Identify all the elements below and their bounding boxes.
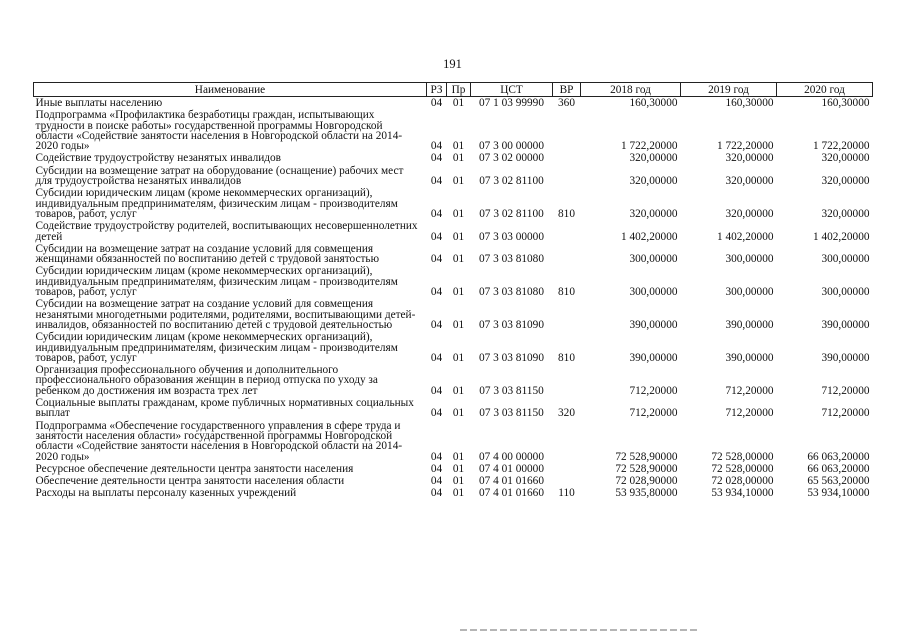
table-row <box>34 475 873 487</box>
row-amount-2019: 390,00000 <box>725 318 774 331</box>
header-2020: 2020 год <box>777 83 873 97</box>
row-rz: 04 <box>430 487 443 500</box>
row-amount-2018: 53 935,80000 <box>615 487 678 500</box>
row-amount-2018: 300,00000 <box>629 253 678 266</box>
row-amount-2018: 72 028,90000 <box>615 475 678 488</box>
table-row <box>34 165 873 188</box>
row-amount-2019: 320,00000 <box>725 207 774 220</box>
row-name: Расходы на выплаты персоналу казенных учреждений <box>35 487 297 500</box>
row-name: Социальные выплаты гражданам, кроме публичных нормативных социальных выплат <box>35 397 414 420</box>
row-name: Субсидии юридическим лицам (кроме некоммерческих организаций), индивидуальным предпринимателям, физическим лицам - производителям товаров, работ, услуг <box>35 265 398 299</box>
row-name: Содействие трудоустройству незанятых инвалидов <box>35 152 281 165</box>
row-pr: 01 <box>452 97 465 109</box>
row-amount-2020: 712,20000 <box>821 407 870 420</box>
row-amount-2018: 320,00000 <box>629 207 678 220</box>
row-pr: 01 <box>452 407 465 420</box>
row-pr: 01 <box>452 207 465 220</box>
row-pr: 01 <box>452 487 465 500</box>
table-row <box>34 298 873 331</box>
table-header-row <box>34 83 873 97</box>
row-amount-2018: 72 528,90000 <box>615 450 678 463</box>
row-vr: 810 <box>558 286 575 299</box>
row-vr: 810 <box>558 207 575 220</box>
header-cst: ЦСТ <box>471 83 553 97</box>
row-amount-2020: 300,00000 <box>821 253 870 266</box>
row-amount-2019: 72 528,00000 <box>711 450 774 463</box>
row-amount-2019: 300,00000 <box>725 286 774 299</box>
row-rz: 04 <box>430 450 443 463</box>
page-number: 191 <box>443 57 462 71</box>
row-pr: 01 <box>452 175 465 188</box>
budget-table <box>33 82 873 500</box>
row-pr: 01 <box>452 450 465 463</box>
row-name: Ресурсное обеспечение деятельности центра занятости населения <box>35 462 354 475</box>
row-amount-2020: 390,00000 <box>821 351 870 364</box>
row-vr <box>553 364 581 397</box>
row-vr <box>553 165 581 188</box>
table-row <box>34 152 873 164</box>
row-rz: 04 <box>430 286 443 299</box>
row-pr: 01 <box>452 475 465 488</box>
row-cst: 07 3 03 81090 <box>479 351 544 364</box>
row-vr <box>553 220 581 243</box>
table-row <box>34 220 873 243</box>
row-cst: 07 3 00 00000 <box>479 140 544 153</box>
row-amount-2020: 1 402,20000 <box>813 230 870 243</box>
row-rz: 04 <box>430 207 443 220</box>
row-amount-2020: 300,00000 <box>821 286 870 299</box>
row-cst: 07 3 03 81150 <box>479 384 544 397</box>
row-cst: 07 3 02 00000 <box>479 152 544 165</box>
row-vr: 110 <box>558 487 575 500</box>
row-pr: 01 <box>452 253 465 266</box>
row-name: Подпрограмма «Обеспечение государственного управления в сфере труда и занятости населения области» государственной программы Новгородской области «Содействие занятости населения в Новгородской области на 2014-2020 годы» <box>35 419 403 463</box>
row-name: Иные выплаты населению <box>35 97 163 109</box>
row-pr: 01 <box>452 230 465 243</box>
row-name: Субсидии юридическим лицам (кроме некоммерческих организаций), индивидуальным предпринимателям, физическим лицам - производителям товаров, работ, услуг <box>35 187 398 220</box>
row-amount-2018: 712,20000 <box>629 384 678 397</box>
row-amount-2018: 712,20000 <box>629 407 678 420</box>
row-cst: 07 3 03 81080 <box>479 253 544 266</box>
row-cst: 07 3 03 81150 <box>479 407 544 420</box>
row-cst: 07 4 01 00000 <box>479 462 544 475</box>
row-amount-2020: 65 563,20000 <box>807 475 870 488</box>
row-amount-2018: 390,00000 <box>629 318 678 331</box>
row-cst: 07 4 01 01660 <box>479 487 544 500</box>
row-amount-2019: 72 028,00000 <box>711 475 774 488</box>
row-pr: 01 <box>452 351 465 364</box>
row-pr: 01 <box>452 140 465 153</box>
row-amount-2020: 160,30000 <box>821 97 870 109</box>
row-amount-2018: 320,00000 <box>629 152 678 165</box>
row-amount-2020: 53 934,10000 <box>807 487 870 500</box>
table-row <box>34 109 873 152</box>
header-name: Наименование <box>34 83 427 97</box>
table-row <box>34 397 873 420</box>
row-name: Обеспечение деятельности центра занятости населения области <box>35 475 345 488</box>
row-rz: 04 <box>430 384 443 397</box>
header-2018: 2018 год <box>581 83 681 97</box>
header-pr: Пр <box>447 83 471 97</box>
table-row <box>34 420 873 463</box>
row-cst: 07 4 00 00000 <box>479 450 544 463</box>
row-amount-2018: 72 528,90000 <box>615 462 678 475</box>
table-row <box>34 331 873 364</box>
table-row <box>34 187 873 220</box>
row-amount-2019: 160,30000 <box>725 97 774 109</box>
row-amount-2020: 320,00000 <box>821 207 870 220</box>
row-name: Субсидии юридическим лицам (кроме некоммерческих организаций), индивидуальным предпринимателям, физическим лицам - производителям товаров, работ, услуг <box>35 331 398 364</box>
row-amount-2019: 320,00000 <box>725 152 774 165</box>
row-rz: 04 <box>430 318 443 331</box>
row-amount-2019: 390,00000 <box>725 351 774 364</box>
row-rz: 04 <box>430 462 443 475</box>
row-name: Организация профессионального обучения и дополнительного профессионального образования женщин в период отпуска по уходу за ребенком до достижения им возраста трех лет <box>35 364 378 397</box>
row-name: Субсидии на возмещение затрат на оборудование (оснащение) рабочих мест для трудоустройства незанятых инвалидов <box>35 164 404 188</box>
row-amount-2020: 320,00000 <box>821 175 870 188</box>
row-cst: 07 1 03 99990 <box>479 97 544 109</box>
row-vr: 810 <box>558 351 575 364</box>
row-vr: 360 <box>558 97 575 109</box>
table-row <box>34 265 873 298</box>
row-name: Субсидии на возмещение затрат на создание условий для совмещения незанятыми многодетными родителями, родителями, воспитывающими детей-инвалидов, обязанностей по воспитанию детей с трудовой деятельностью <box>35 298 416 331</box>
header-rz: РЗ <box>427 83 447 97</box>
row-rz: 04 <box>430 175 443 188</box>
row-pr: 01 <box>452 462 465 475</box>
row-pr: 01 <box>452 384 465 397</box>
row-rz: 04 <box>430 140 443 153</box>
row-cst: 07 3 03 81080 <box>479 286 544 299</box>
header-2019: 2019 год <box>681 83 777 97</box>
row-cst: 07 3 03 00000 <box>479 230 544 243</box>
row-cst: 07 3 03 81090 <box>479 318 544 331</box>
row-cst: 07 3 02 81100 <box>479 175 544 188</box>
row-amount-2019: 712,20000 <box>725 384 774 397</box>
row-rz: 04 <box>430 253 443 266</box>
row-amount-2019: 712,20000 <box>725 407 774 420</box>
row-amount-2018: 160,30000 <box>629 97 678 109</box>
table-row <box>34 364 873 397</box>
row-name: Подпрограмма «Профилактика безработицы граждан, испытывающих трудности в поиске работы» государственной программы Новгородской области «Содействие занятости населения в Новгородской области на 2014-2020 годы» <box>35 109 403 153</box>
row-cst: 07 4 01 01660 <box>479 475 544 488</box>
row-vr <box>553 298 581 331</box>
table-row <box>34 487 873 499</box>
row-rz: 04 <box>430 351 443 364</box>
header-vr: ВР <box>553 83 581 97</box>
row-amount-2020: 320,00000 <box>821 152 870 165</box>
row-amount-2019: 72 528,00000 <box>711 462 774 475</box>
row-amount-2020: 1 722,20000 <box>813 140 870 153</box>
row-amount-2019: 320,00000 <box>725 175 774 188</box>
row-vr <box>553 243 581 266</box>
row-vr <box>553 475 581 487</box>
row-amount-2020: 66 063,20000 <box>807 450 870 463</box>
table-body <box>34 97 873 500</box>
row-rz: 04 <box>430 97 443 109</box>
row-pr: 01 <box>452 152 465 165</box>
row-pr: 01 <box>452 318 465 331</box>
row-rz: 04 <box>430 475 443 488</box>
table-row <box>34 463 873 475</box>
row-vr <box>553 152 581 164</box>
row-vr: 320 <box>558 407 575 420</box>
row-amount-2020: 712,20000 <box>821 384 870 397</box>
scan-footer-mark <box>460 629 700 631</box>
row-name: Содействие трудоустройству родителей, воспитывающих несовершеннолетних детей <box>35 220 418 243</box>
row-name: Субсидии на возмещение затрат на создание условий для совмещения женщинами обязанностей по воспитанию детей с трудовой занятостью <box>35 242 380 266</box>
row-amount-2019: 53 934,10000 <box>711 487 774 500</box>
row-amount-2018: 390,00000 <box>629 351 678 364</box>
row-amount-2019: 1 402,20000 <box>717 230 774 243</box>
row-amount-2019: 300,00000 <box>725 253 774 266</box>
row-pr: 01 <box>452 286 465 299</box>
row-amount-2018: 1 402,20000 <box>621 230 678 243</box>
row-rz: 04 <box>430 230 443 243</box>
row-rz: 04 <box>430 407 443 420</box>
row-amount-2018: 320,00000 <box>629 175 678 188</box>
row-amount-2019: 1 722,20000 <box>717 140 774 153</box>
row-vr <box>553 420 581 463</box>
row-cst: 07 3 02 81100 <box>479 207 544 220</box>
row-vr <box>553 109 581 152</box>
row-amount-2020: 390,00000 <box>821 318 870 331</box>
table-row <box>34 243 873 266</box>
table-row <box>34 97 873 110</box>
row-rz: 04 <box>430 152 443 165</box>
row-vr <box>553 463 581 475</box>
row-amount-2020: 66 063,20000 <box>807 462 870 475</box>
row-amount-2018: 1 722,20000 <box>621 140 678 153</box>
row-amount-2018: 300,00000 <box>629 286 678 299</box>
